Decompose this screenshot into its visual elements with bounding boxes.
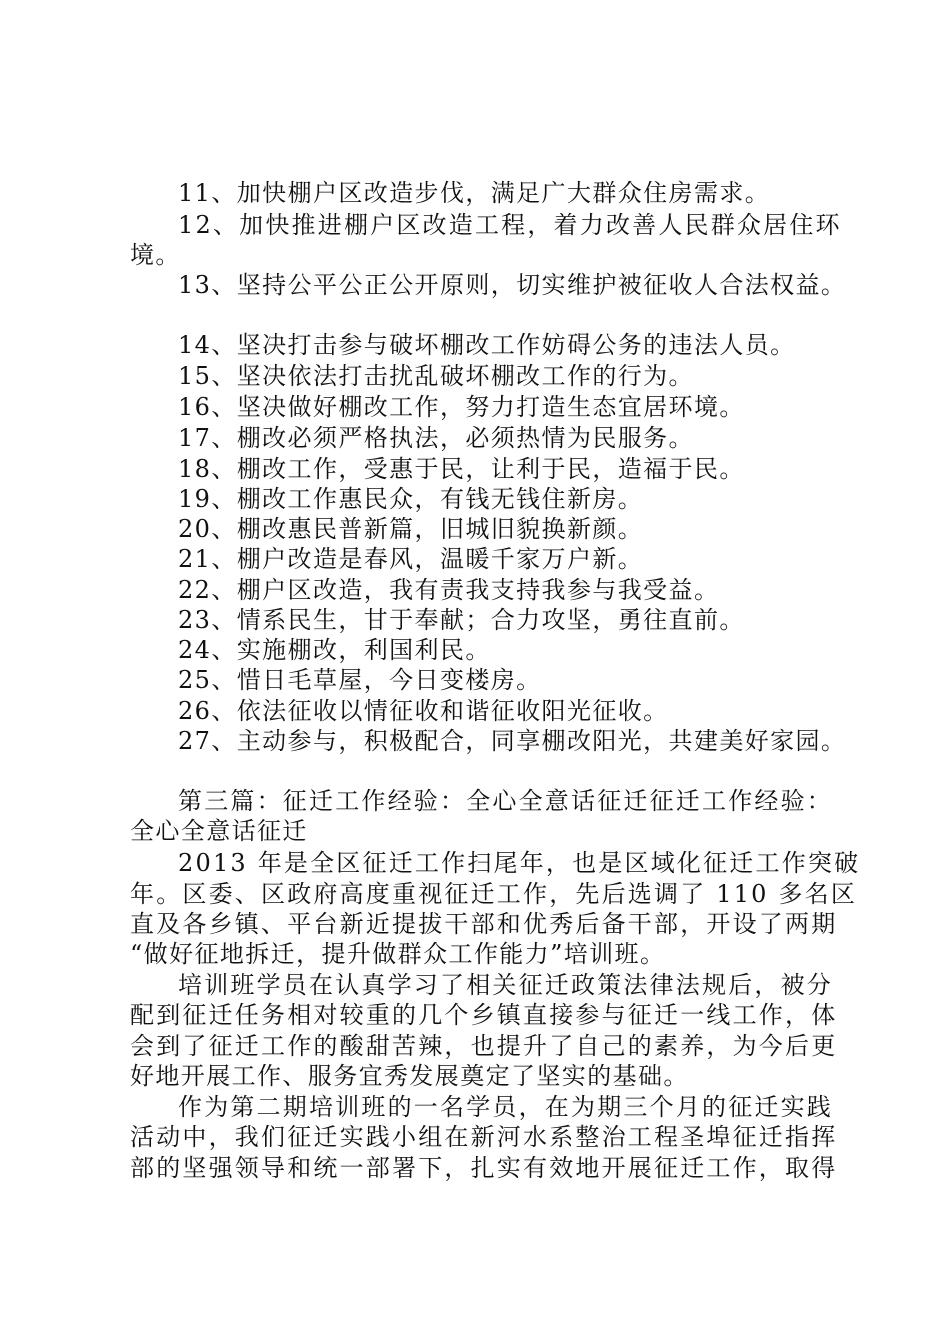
paragraph-1-line-1: 2013 年是全区征迁工作扫尾年，也是区域化征迁工作突破 [178,849,861,877]
slogan-12: 12、加快推进棚户区改造工程，着力改善人民群众居住环 [178,211,842,239]
paragraph-1-line-4: “做好征地拆迁，提升做群众工作能力”培训班。 [130,940,666,968]
slogan-21: 21、棚户改造是春风，温暖千家万户新。 [178,545,644,573]
slogan-26: 26、依法征收以情征收和谐征收阳光征收。 [178,697,669,725]
slogan-22: 22、棚户区改造，我有责我支持我参与我受益。 [178,576,720,604]
slogan-20: 20、棚改惠民普新篇，旧城旧貌换新颜。 [178,515,644,543]
slogan-18: 18、棚改工作，受惠于民，让利于民，造福于民。 [178,455,745,483]
slogan-14: 14、坚决打击参与破坏棚改工作妨碍公务的违法人员。 [178,331,796,359]
paragraph-3-line-1: 作为第二期培训班的一名学员，在为期三个月的征迁实践 [178,1093,833,1121]
slogan-24: 24、实施棚改，利国利民。 [178,636,491,664]
slogan-12-continued: 境。 [130,241,181,269]
slogan-16: 16、坚决做好棚改工作，努力打造生态宜居环境。 [178,393,745,421]
paragraph-1-line-3: 直及各乡镇、平台新近提拔干部和优秀后备干部，开设了两期 [130,910,838,938]
slogan-25: 25、惜日毛草屋，今日变楼房。 [178,666,542,694]
paragraph-2-line-3: 会到了征迁工作的酸甜苦辣，也提升了自己的素养，为今后更 [130,1032,838,1060]
paragraph-2-line-4: 好地开展工作、服务宜秀发展奠定了坚实的基础。 [130,1062,689,1090]
paragraph-2-line-1: 培训班学员在认真学习了相关征迁政策法律法规后，被分 [178,971,833,999]
paragraph-3-line-3: 部的坚强领导和统一部署下，扎实有效地开展征迁工作，取得 [130,1154,838,1182]
slogan-19: 19、棚改工作惠民众，有钱无钱住新房。 [178,485,644,513]
paragraph-1-line-2: 年。区委、区政府高度重视征迁工作，先后选调了 110 多名区 [130,880,858,908]
paragraph-3-line-2: 活动中，我们征迁实践小组在新河水系整治工程圣埠征迁指挥 [130,1123,838,1151]
section-title: 第三篇：征迁工作经验：全心全意话征迁征迁工作经验： [178,787,833,815]
slogan-11: 11、加快棚户区改造步伐，满足广大群众住房需求。 [178,179,771,207]
section-title-continued: 全心全意话征迁 [130,817,308,845]
paragraph-2-line-2: 配到征迁任务相对较重的几个乡镇直接参与征迁一线工作，体 [130,1001,838,1029]
slogan-15: 15、坚决依法打击扰乱破坏棚改工作的行为。 [178,362,694,390]
slogan-27: 27、主动参与，积极配合，同享棚改阳光，共建美好家园。 [178,727,847,755]
slogan-23: 23、情系民生，甘于奉献；合力攻坚，勇往直前。 [178,606,745,634]
slogan-13: 13、坚持公平公正公开原则，切实维护被征收人合法权益。 [178,271,847,299]
slogan-17: 17、棚改必须严格执法，必须热情为民服务。 [178,424,694,452]
